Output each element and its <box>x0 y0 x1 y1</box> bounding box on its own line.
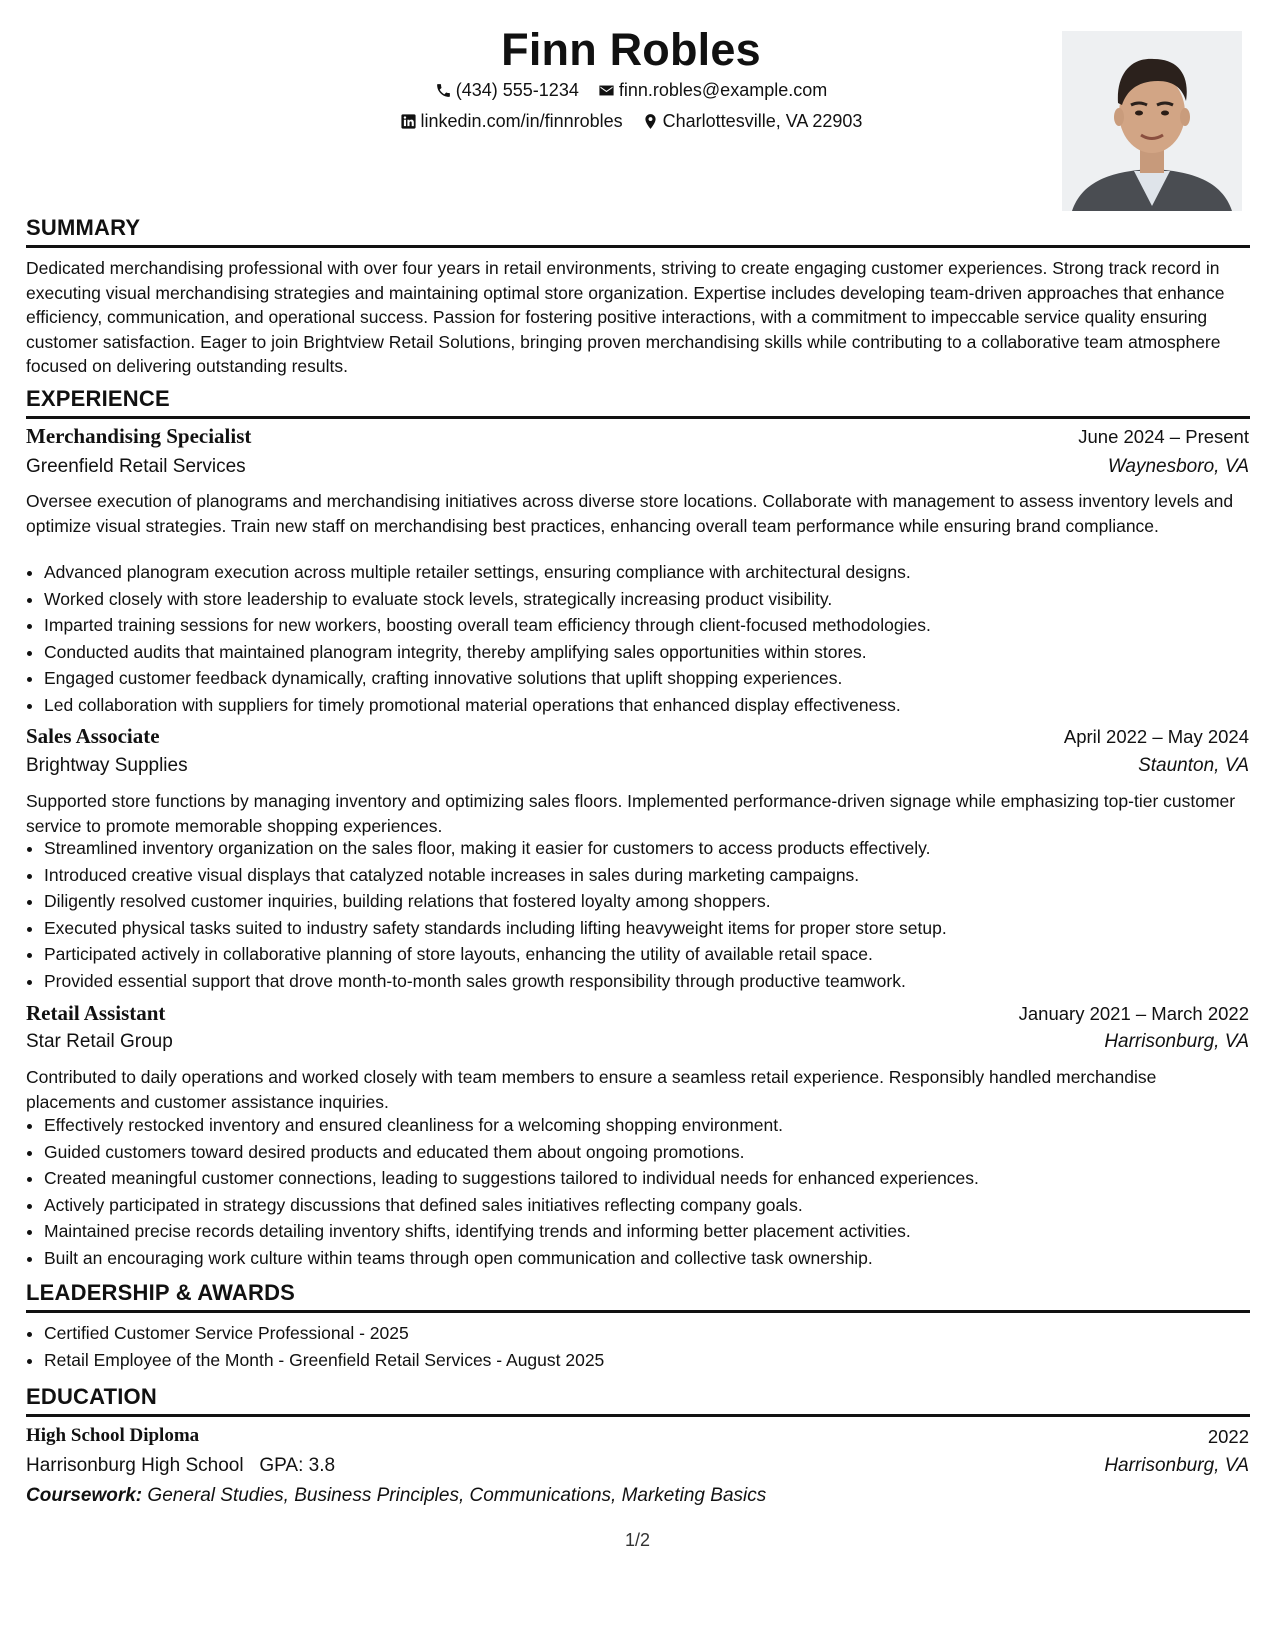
list-item: • Actively participated in strategy discussions that defined sales initiatives reflecting company goals. <box>44 1192 1268 1219</box>
linkedin-contact[interactable] <box>400 111 623 132</box>
contact-line-1 <box>26 80 1236 104</box>
list-item: • Executed physical tasks suited to industry safety standards including lifting heavyweight items for proper store setup. <box>44 915 1268 942</box>
awards-list <box>26 1320 1268 1373</box>
email-text: finn.robles@example.com <box>618 80 828 100</box>
list-item: • Participated actively in collaborative planning of store layouts, enhancing the utility of available retail space. <box>44 941 1268 968</box>
coursework-label: Coursework: <box>26 1485 143 1506</box>
list-item: • Guided customers toward desired products and educated them about ongoing promotions. <box>44 1139 1268 1166</box>
job-bullets <box>26 835 1268 994</box>
phone-icon <box>435 82 452 99</box>
job-title: Retail Assistant <box>26 1001 166 1025</box>
list-item: • Imparted training sessions for new workers, boosting overall team efficiency through client-focused methodologies. <box>44 612 1268 639</box>
job-company: Brightway Supplies <box>26 755 188 776</box>
location-text: Charlottesville, VA 22903 <box>662 111 863 131</box>
job-company: Greenfield Retail Services <box>26 456 246 477</box>
job-dates: January 2021 – March 2022 <box>1018 1003 1249 1024</box>
degree-title: High School Diploma <box>26 1425 200 1446</box>
list-item: • Retail Employee of the Month - Greenfield Retail Services - August 2025 <box>44 1347 1268 1374</box>
job-dates: June 2024 – Present <box>1078 426 1249 447</box>
list-item: • Conducted audits that maintained planogram integrity, thereby amplifying sales opportunities within stores. <box>44 639 1268 666</box>
list-item: • Led collaboration with suppliers for timely promotional material operations that enhanced display effectiveness. <box>44 692 1268 719</box>
linkedin-icon <box>400 113 417 130</box>
job-company: Star Retail Group <box>26 1031 173 1052</box>
summary-heading: SUMMARY <box>26 215 1250 248</box>
job-location: Waynesboro, VA <box>1107 456 1249 477</box>
location-contact <box>642 111 863 132</box>
candidate-name: Finn Robles <box>501 24 761 75</box>
education-year: 2022 <box>1207 1426 1249 1447</box>
list-item: • Certified Customer Service Professional - 2025 <box>44 1320 1268 1347</box>
coursework-line <box>26 1485 766 1507</box>
awards-heading: LEADERSHIP & AWARDS <box>26 1280 1250 1313</box>
profile-photo <box>1062 31 1242 211</box>
list-item: • Advanced planogram execution across multiple retailer settings, ensuring compliance with architectural designs. <box>44 559 1268 586</box>
phone-text: (434) 555-1234 <box>455 80 579 100</box>
job-location: Harrisonburg, VA <box>1104 1031 1249 1052</box>
email-contact[interactable] <box>598 80 827 101</box>
job-title: Sales Associate <box>26 724 160 748</box>
list-item: • Engaged customer feedback dynamically, crafting innovative solutions that uplift shopping experiences. <box>44 665 1268 692</box>
list-item: • Maintained precise records detailing inventory shifts, identifying trends and informing better placement activities. <box>44 1218 1268 1245</box>
list-item: • Introduced creative visual displays that catalyzed notable increases in sales during marketing campaigns. <box>44 862 1268 889</box>
job-bullets <box>26 559 1268 718</box>
resume-header <box>26 18 1236 218</box>
map-pin-icon <box>642 113 659 130</box>
job-title: Merchandising Specialist <box>26 424 252 448</box>
school-line: Harrisonburg High School GPA: 3.8 <box>26 1455 336 1476</box>
page-number: 1/2 <box>624 1530 651 1550</box>
job-location: Staunton, VA <box>1138 755 1249 776</box>
experience-heading: EXPERIENCE <box>26 386 1250 419</box>
summary-text: Dedicated merchandising professional with over four years in retail environments, striving to create engaging customer experiences. Strong track record in executing visual merchandising strategies and maintaining optimal store organization. Expertise includes developing team-driven approaches that enhance efficiency, communication, and operational success. Passion for fostering positive interactions, with a commitment to impeccable service quality ensuring customer satisfaction. Eager to join Brightview Retail Solutions, bringing proven merchandising skills while contributing to a collaborative team atmosphere focused on delivering outstanding results. <box>26 258 1225 376</box>
phone-contact <box>435 80 579 101</box>
job-bullets <box>26 1112 1268 1271</box>
job-description: Oversee execution of planograms and merchandising initiatives across diverse store locations. Collaborate with management to assess inventory levels and optimize visual strategies. Train new staff on merchandising best practices, enhancing overall team performance while ensuring brand compliance. <box>26 491 1234 536</box>
contact-line-2 <box>26 111 1236 135</box>
job-description: Supported store functions by managing inventory and optimizing sales floors. Implemented performance-driven signage while emphasizing top-tier customer service to promote memorable shopping experiences. <box>26 791 1236 836</box>
list-item: • Built an encouraging work culture within teams through open communication and collective task ownership. <box>44 1245 1268 1272</box>
coursework-text: General Studies, Business Principles, Communications, Marketing Basics <box>142 1485 767 1506</box>
job-dates: April 2022 – May 2024 <box>1063 726 1249 747</box>
education-heading: EDUCATION <box>26 1384 1250 1417</box>
list-item: • Diligently resolved customer inquiries, building relations that fostered loyalty among shoppers. <box>44 888 1268 915</box>
job-description: Contributed to daily operations and worked closely with team members to ensure a seamless retail experience. Responsibly handled merchandise placements and customer assistance inquiries. <box>26 1067 1157 1112</box>
envelope-icon <box>598 82 615 99</box>
list-item: • Streamlined inventory organization on the sales floor, making it easier for customers to access products effectively. <box>44 835 1268 862</box>
education-location: Harrisonburg, VA <box>1104 1455 1249 1476</box>
list-item: • Provided essential support that drove month-to-month sales growth responsibility through productive teamwork. <box>44 968 1268 995</box>
list-item: • Created meaningful customer connections, leading to suggestions tailored to individual needs for enhanced experiences. <box>44 1165 1268 1192</box>
linkedin-text: linkedin.com/in/finnrobles <box>420 111 623 131</box>
list-item: • Worked closely with store leadership to evaluate stock levels, strategically increasing product visibility. <box>44 586 1268 613</box>
list-item: • Effectively restocked inventory and ensured cleanliness for a welcoming shopping environment. <box>44 1112 1268 1139</box>
